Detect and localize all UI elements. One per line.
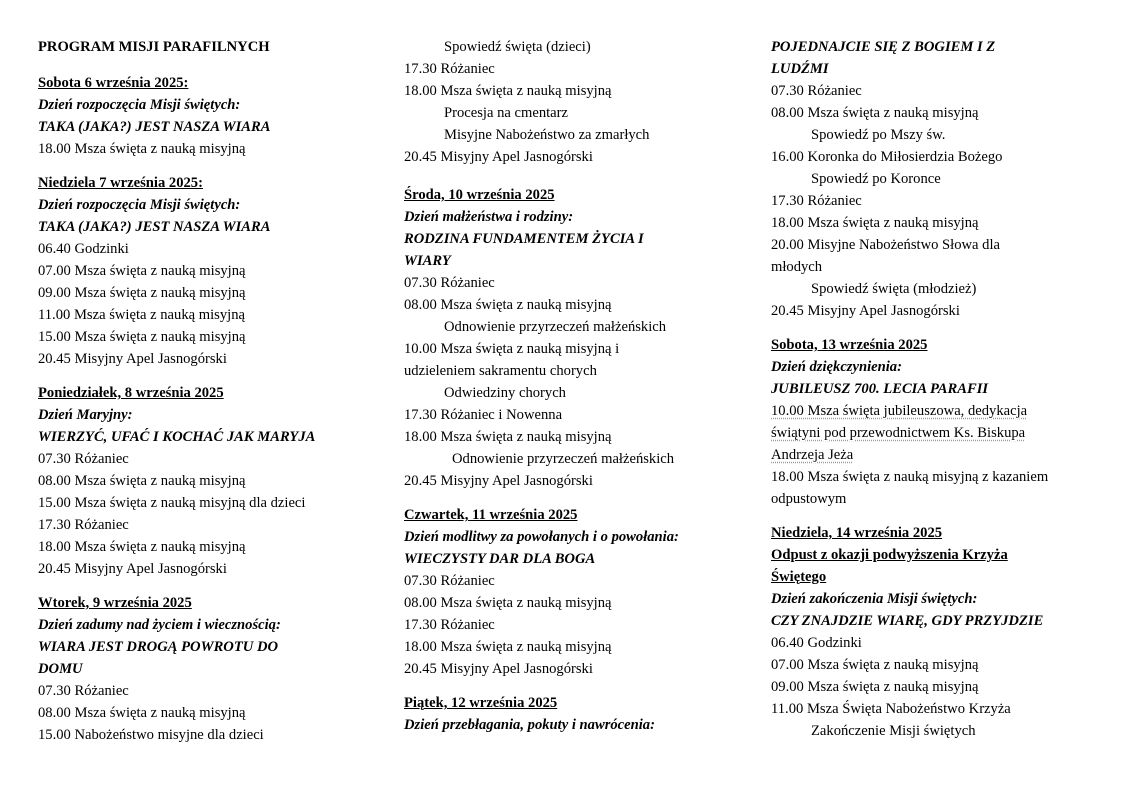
day-theme: RODZINA FUNDAMENTEM ŻYCIA I WIARY [404,231,644,269]
day-theme: JUBILEUSZ 700. LECIA PARAFII [771,381,989,397]
day-theme-label: Dzień rozpoczęcia Misji świętych: [38,97,241,113]
schedule-subitem: Odnowienie przyrzeczeń małżeńskich [452,451,675,467]
day-heading: Środa, 10 września 2025 [404,187,555,203]
day-wed10 [404,184,724,492]
column-2 [404,36,724,748]
day-sat6 [38,72,368,160]
schedule-subitem: Procesja na cmentarz [444,105,568,121]
schedule-subitem: Spowiedź święta (dzieci) [444,39,591,55]
schedule-item: 07.30 Różaniec [38,683,129,699]
schedule-item: 07.00 Msza święta z nauką misyjną [771,657,979,673]
schedule-item: 17.30 Różaniec [404,617,495,633]
schedule-item: 11.00 Msza święta z nauką misyjną [38,307,245,323]
schedule-subitem: Misyjne Nabożeństwo za zmarłych [444,127,650,143]
schedule-item: 20.00 Misyjne Nabożeństwo Słowa dla młodych [771,237,1001,275]
schedule-subitem: Spowiedź po Koronce [811,171,941,187]
day-tue9 [38,592,368,746]
schedule-item: 20.45 Misyjny Apel Jasnogórski [38,351,227,367]
day-tue9-continued [404,36,724,168]
schedule-item: 09.00 Msza święta z nauką misyjną [771,679,979,695]
day-theme: CZY ZNAJDZIE WIARĘ, GDY PRZYJDZIE [771,613,1044,629]
schedule-item: 07.30 Różaniec [404,275,495,291]
schedule-item: 17.30 Różaniec i Nowenna [404,407,563,423]
schedule-item: 20.45 Misyjny Apel Jasnogórski [404,149,593,165]
day-fri12 [404,692,724,736]
schedule-item: 18.00 Msza święta z nauką misyjną [404,429,612,445]
day-heading: Czwartek, 11 września 2025 [404,507,578,523]
schedule-item: 17.30 Różaniec [38,517,129,533]
schedule-item: 15.00 Msza święta z nauką misyjną [38,329,246,345]
schedule-item: 06.40 Godzinki [771,635,862,651]
schedule-item: 18.00 Msza święta z nauką misyjną z kazaniem odpustowym [771,469,1049,507]
schedule-item: 20.45 Misyjny Apel Jasnogórski [38,561,227,577]
schedule-item: 08.00 Msza święta z nauką misyjną [38,705,246,721]
schedule-item: 17.30 Różaniec [404,61,495,77]
day-heading: Piątek, 12 września 2025 [404,695,558,711]
schedule-item: 17.30 Różaniec [771,193,862,209]
column-1 [38,36,368,758]
day-sun14 [771,522,1091,742]
day-theme-label: Dzień rozpoczęcia Misji świętych: [38,197,241,213]
schedule-item: 18.00 Msza święta z nauką misyjną [404,83,612,99]
schedule-item: 07.00 Msza święta z nauką misyjną [38,263,246,279]
day-theme-label: Dzień przebłagania, pokuty i nawrócenia: [404,717,655,733]
schedule-item: 08.00 Msza święta z nauką misyjną [38,473,246,489]
schedule-item: 08.00 Msza święta z nauką misyjną [404,595,612,611]
schedule-item: 10.00 Msza święta jubileuszowa, dedykacja świątyni pod przewodnictwem Ks. Biskupa Andrzeja Jeża [771,403,1028,463]
day-thu11 [404,504,724,680]
day-theme-label: Dzień Maryjny: [38,407,133,423]
schedule-item: 08.00 Msza święta z nauką misyjną [404,297,612,313]
schedule-subitem: Odwiedziny chorych [444,385,566,401]
schedule-item: 08.00 Msza święta z nauką misyjną [771,105,979,121]
schedule-item: 20.45 Misyjny Apel Jasnogórski [404,661,593,677]
day-heading-feast: Odpust z okazji podwyższenia Krzyża Świętego [771,547,1008,585]
schedule-subitem: Spowiedź po Mszy św. [811,127,946,143]
day-theme: POJEDNAJCIE SIĘ Z BOGIEM I Z LUDŹMI [771,39,996,77]
day-theme: WIECZYSTY DAR DLA BOGA [404,551,596,567]
day-heading: Poniedziałek, 8 września 2025 [38,385,224,401]
schedule-item: 06.40 Godzinki [38,241,129,257]
schedule-item: 18.00 Msza święta z nauką misyjną [771,215,979,231]
schedule-item: 16.00 Koronka do Miłosierdzia Bożego [771,149,1003,165]
day-theme-label: Dzień małżeństwa i rodziny: [404,209,574,225]
day-sun7 [38,172,368,370]
day-heading: Niedziela 7 września 2025: [38,175,203,191]
schedule-subitem: Zakończenie Misji świętych [811,723,976,739]
day-theme: TAKA (JAKA?) JEST NASZA WIARA [38,119,271,135]
schedule-item: 18.00 Msza święta z nauką misyjną [404,639,612,655]
day-heading: Sobota 6 września 2025: [38,75,189,91]
schedule-subitem: Odnowienie przyrzeczeń małżeńskich [444,319,667,335]
schedule-item: 07.30 Różaniec [404,573,495,589]
column-3 [771,36,1091,754]
schedule-item: 07.30 Różaniec [38,451,129,467]
schedule-item: 18.00 Msza święta z nauką misyjną [38,539,246,555]
day-fri12-continued [771,36,1091,322]
day-theme-label: Dzień modlitwy za powołanych i o powołania: [404,529,679,545]
day-heading: Niedziela, 14 września 2025 [771,525,943,541]
day-theme: WIARA JEST DROGĄ POWROTU DO DOMU [38,639,279,677]
day-theme-label: Dzień dziękczynienia: [771,359,902,375]
day-theme: TAKA (JAKA?) JEST NASZA WIARA [38,219,271,235]
schedule-item: 11.00 Msza Święta Nabożeństwo Krzyża [771,701,1011,717]
schedule-item: 10.00 Msza święta z nauką misyjną i udzieleniem sakramentu chorych [404,341,620,379]
schedule-item: 18.00 Msza święta z nauką misyjną [38,141,246,157]
day-heading: Sobota, 13 września 2025 [771,337,928,353]
day-sat13 [771,334,1091,510]
schedule-item: 20.45 Misyjny Apel Jasnogórski [771,303,960,319]
schedule-item: 07.30 Różaniec [771,83,862,99]
day-theme-label: Dzień zakończenia Misji świętych: [771,591,978,607]
schedule-item: 09.00 Msza święta z nauką misyjną [38,285,246,301]
page-title: PROGRAM MISJI PARAFILNYCH [38,39,270,55]
schedule-item: 15.00 Nabożeństwo misyjne dla dzieci [38,727,264,743]
day-heading: Wtorek, 9 września 2025 [38,595,192,611]
schedule-item: 15.00 Msza święta z nauką misyjną dla dzieci [38,495,306,511]
schedule-item: 20.45 Misyjny Apel Jasnogórski [404,473,593,489]
schedule-subitem: Spowiedź święta (młodzież) [811,281,977,297]
day-theme-label: Dzień zadumy nad życiem i wiecznością: [38,617,281,633]
day-mon8 [38,382,368,580]
day-theme: WIERZYĆ, UFAĆ I KOCHAĆ JAK MARYJA [38,429,316,445]
